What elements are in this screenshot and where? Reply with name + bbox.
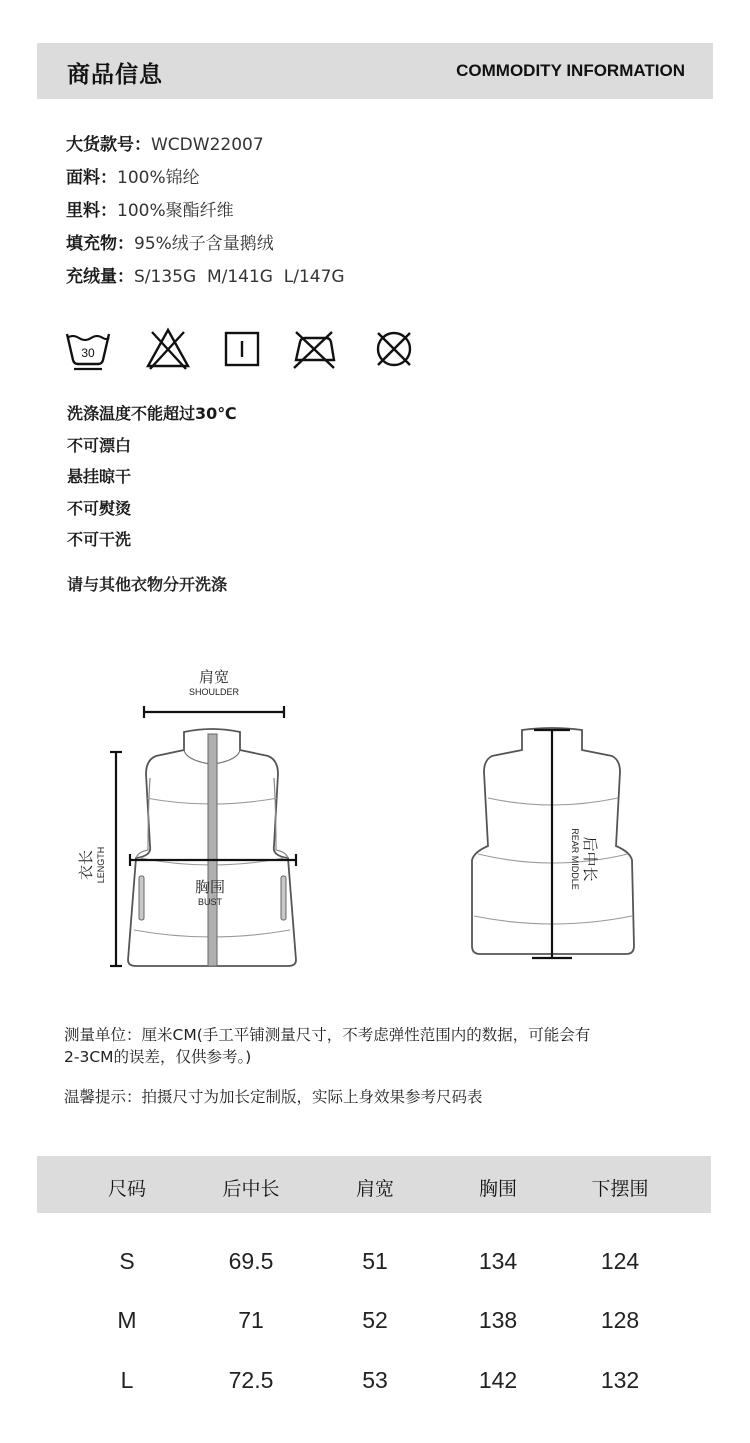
spec-row-fabric — [66, 165, 345, 198]
measurement-note-line1: 测量单位：厘米CM(手工平铺测量尺寸，不考虑弹性范围内的数据，可能会有 — [64, 1026, 591, 1044]
length-label — [77, 819, 107, 911]
size-table-header — [37, 1156, 711, 1213]
column-header-bust: 胸围 — [478, 1178, 517, 1200]
spec-value: 100%锦纶 — [117, 168, 200, 188]
table-cell-size: M — [117, 1307, 137, 1333]
table-cell-rear-length: 72.5 — [228, 1367, 274, 1393]
table-row — [37, 1367, 711, 1407]
table-cell-bust: 142 — [478, 1367, 518, 1393]
table-row — [37, 1307, 711, 1347]
care-item-hang-dry: 悬挂晾干 — [67, 467, 132, 486]
column-header-shoulder: 肩宽 — [355, 1178, 394, 1200]
commodity-info-header — [37, 43, 713, 99]
spec-row-filling — [66, 231, 345, 264]
table-cell-bust: 134 — [478, 1248, 518, 1274]
spec-row-lining — [66, 198, 345, 231]
spec-value: 95%绒子含量鹅绒 — [134, 234, 274, 254]
table-cell-hem: 132 — [600, 1367, 640, 1393]
measurement-diagram — [60, 660, 660, 980]
spec-value: S/135G M/141G L/147G — [134, 267, 345, 287]
table-cell-hem: 124 — [600, 1248, 640, 1274]
length-label-cn: 衣长 — [77, 850, 95, 881]
front-vest-drawing — [110, 706, 296, 966]
table-cell-rear-length: 69.5 — [228, 1248, 274, 1274]
length-label-en: LENGTH — [96, 846, 106, 884]
table-cell-shoulder: 51 — [362, 1248, 388, 1274]
rear-middle-label-en: REAR MIDDLE — [570, 828, 580, 890]
table-cell-shoulder: 52 — [362, 1307, 388, 1333]
spec-label: 里料： — [66, 201, 117, 221]
spec-value: 100%聚酯纤维 — [117, 201, 234, 221]
measurement-note-line2: 2-3CM的误差，仅供参考。) — [64, 1048, 252, 1066]
spec-row-down-amount — [66, 264, 345, 297]
spec-value: WCDW22007 — [151, 135, 264, 155]
spec-label: 填充物： — [66, 234, 134, 254]
size-tip: 温馨提示：拍摄尺寸为加长定制版，实际上身效果参考尺码表 — [64, 1088, 483, 1106]
rear-middle-label-cn: 后中长 — [581, 836, 599, 882]
back-vest-drawing — [472, 728, 634, 958]
care-item-no-iron: 不可熨烫 — [67, 498, 132, 518]
no-bleach-icon — [144, 326, 192, 372]
care-note: 请与其他衣物分开洗涤 — [67, 575, 228, 594]
care-instructions — [67, 402, 237, 560]
spec-label: 充绒量： — [66, 267, 134, 287]
header-title-cn: 商品信息 — [67, 62, 163, 88]
measurement-note — [64, 1024, 590, 1068]
bust-label-en: BUST — [197, 897, 222, 907]
spec-label: 大货款号： — [66, 135, 151, 155]
table-cell-bust: 138 — [478, 1307, 518, 1333]
column-header-size: 尺码 — [107, 1178, 146, 1200]
wash-temp-text: 30 — [81, 346, 95, 360]
no-iron-icon — [290, 326, 338, 372]
hang-dry-icon — [218, 326, 266, 372]
care-item-no-bleach: 不可漂白 — [67, 435, 132, 455]
shoulder-label — [168, 668, 260, 698]
spec-list — [66, 132, 345, 297]
shoulder-label-en: SHOULDER — [188, 687, 239, 697]
header-title-en: COMMODITY INFORMATION — [456, 61, 685, 80]
care-item-no-dry-clean: 不可干洗 — [67, 530, 132, 549]
table-cell-hem: 128 — [600, 1307, 640, 1333]
rear-middle-label — [569, 799, 599, 919]
care-icons — [64, 326, 424, 372]
spec-label: 面料： — [66, 168, 117, 188]
table-row — [37, 1248, 711, 1288]
shoulder-label-cn: 肩宽 — [198, 668, 229, 686]
table-cell-shoulder: 53 — [362, 1367, 388, 1393]
no-dry-clean-icon — [370, 326, 418, 372]
spec-row-style-number — [66, 132, 345, 165]
care-item-wash-temp: 洗涤温度不能超过30℃ — [67, 404, 237, 423]
column-header-hem: 下摆围 — [591, 1178, 649, 1200]
bust-label-cn: 胸围 — [194, 878, 225, 896]
table-cell-size: S — [119, 1248, 135, 1274]
wash-30-icon — [64, 326, 112, 372]
table-cell-size: L — [120, 1367, 134, 1393]
bust-label — [164, 878, 256, 908]
column-header-rear-length: 后中长 — [222, 1178, 280, 1200]
table-cell-rear-length: 71 — [238, 1307, 264, 1333]
